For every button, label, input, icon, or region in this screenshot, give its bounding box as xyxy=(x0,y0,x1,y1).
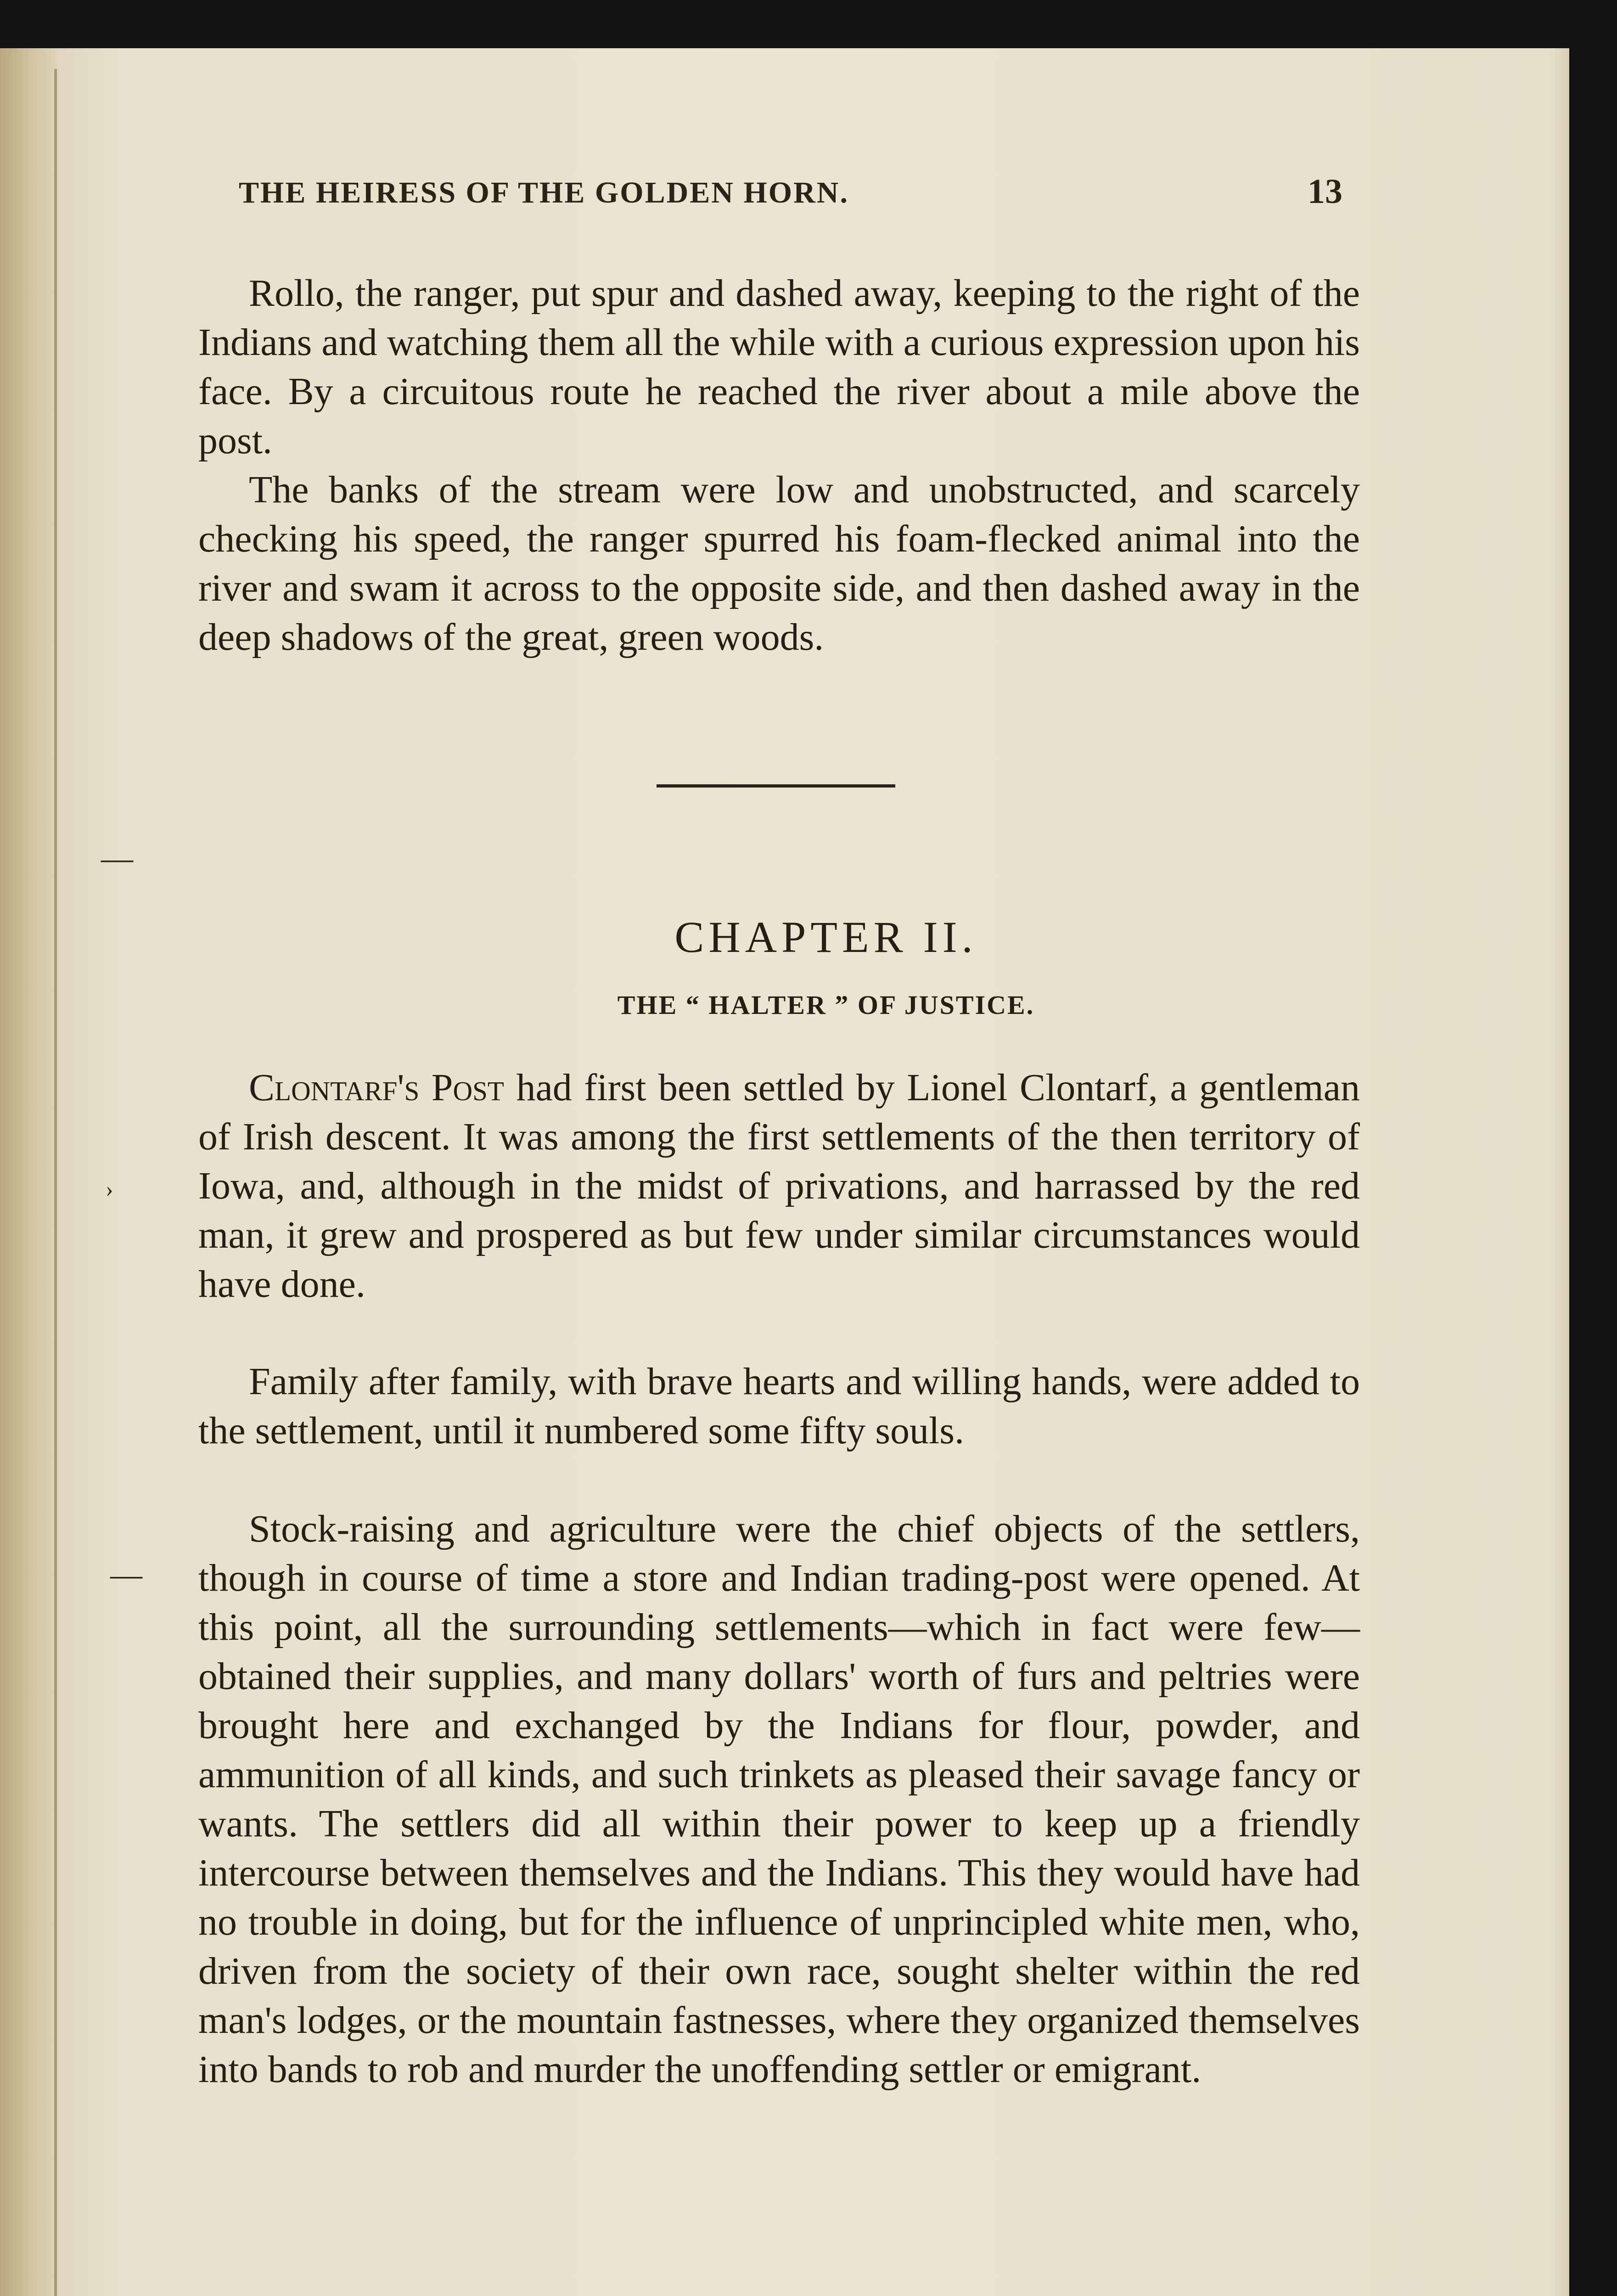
paragraph-4: Family after family, with brave hearts and willing hands, were added to the settlement, until it numbered some fifty souls. xyxy=(198,1360,1360,1452)
lead-in-small-caps: Clontarf's Post xyxy=(249,1066,504,1109)
page-gutter-shadow xyxy=(0,48,60,2296)
paragraph-5: Stock-raising and agriculture were the chief objects of the settlers, though in course of time a store and Indian trading-post were opened. At this point, all the surrounding settlements—which in fact were few—obtained their supplies, and many dollars' worth of furs and peltries were brought here and exchanged by the Indians for flour, powder, and ammunition of all kinds, and such trinkets as pleased their savage fancy or wants. The settlers did all within their power to keep up a friendly intercourse between themselves and the Indians. This they would have had no trouble in doing, but for the influence of unprincipled white men, who, driven from the society of their own race, sought shelter within the red man's lodges, or the mountain fastnesses, where they organized themselves into bands to rob and murder the unoffending settler or emigrant. xyxy=(198,1508,1360,2091)
margin-mark: › xyxy=(106,1176,113,1202)
paragraph-1: Rollo, the ranger, put spur and dashed away, keeping to the right of the Indians and watching them all the while with a curious expression upon his face. By a circuitous route he reached the river about a mile above the post. xyxy=(198,272,1360,462)
margin-mark: — xyxy=(101,841,133,876)
paragraph-2: The banks of the stream were low and unobstructed, and scarcely checking his speed, the ranger spurred his foam-flecked animal into the river and swam it across to the opposite side, and then dashed away in the deep shadows of the great, green woods. xyxy=(198,468,1360,658)
spine-crease xyxy=(54,69,57,2296)
margin-mark: — xyxy=(110,1557,142,1593)
page-number: 13 xyxy=(1308,172,1342,211)
chapter-title: CHAPTER II. xyxy=(674,912,977,962)
running-head: THE HEIRESS OF THE GOLDEN HORN. xyxy=(239,176,849,209)
paragraph-3-text: had first been settled by Lionel Clontarf, a gentleman of Irish descent. It was among the first settlements of the then territory of Iowa, and, although in the midst of privations, and harrassed by the red man, it grew and prospered as but few under similar circumstances would have done. xyxy=(198,1066,1360,1306)
section-divider xyxy=(657,784,895,788)
paragraph-3 xyxy=(198,1063,1360,1309)
chapter-subtitle: THE “ HALTER ” OF JUSTICE. xyxy=(617,990,1035,1020)
